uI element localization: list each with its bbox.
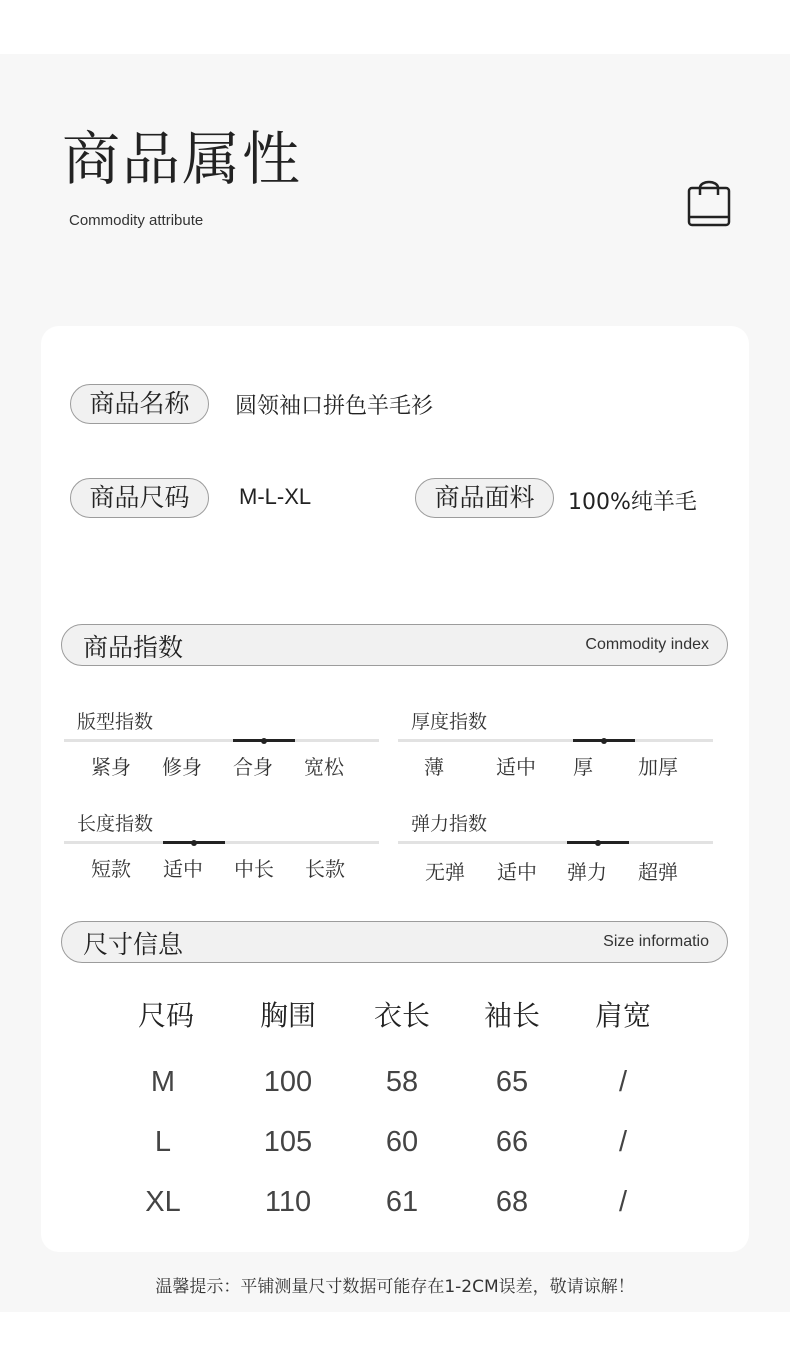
index-option: 长款 — [305, 857, 345, 881]
fabric-value: 100%纯羊毛 — [568, 490, 697, 515]
index-section-title: 商品指数 — [83, 633, 184, 662]
index-group-title: 厚度指数 — [411, 711, 488, 733]
index-option: 加厚 — [638, 755, 678, 779]
fabric-label-pill: 商品面料 — [415, 478, 554, 518]
size-column-header: 胸围 — [259, 999, 316, 1032]
index-option: 修身 — [162, 755, 202, 779]
size-table-cell: 100 — [263, 1066, 313, 1098]
index-option: 超弹 — [638, 860, 678, 884]
size-table-cell: XL — [145, 1186, 181, 1218]
size-table-cell: 66 — [495, 1126, 529, 1158]
size-value: M-L-XL — [239, 484, 312, 509]
size-table-cell: / — [618, 1186, 628, 1218]
page-subtitle: Commodity attribute — [69, 212, 204, 229]
size-column-header: 尺码 — [137, 999, 194, 1032]
index-option: 适中 — [163, 857, 203, 881]
index-active-dot — [261, 738, 267, 744]
size-column-header: 袖长 — [483, 999, 540, 1032]
index-option: 短款 — [91, 857, 131, 881]
size-table-cell: 105 — [263, 1126, 313, 1158]
index-option: 中长 — [234, 857, 274, 881]
index-option: 紧身 — [91, 755, 131, 779]
shopping-bag-icon — [686, 176, 732, 228]
index-section-header — [61, 624, 728, 666]
index-scale-line — [398, 841, 713, 844]
size-column-header: 肩宽 — [594, 999, 651, 1032]
attribute-card — [41, 326, 749, 1252]
index-group-title: 版型指数 — [77, 711, 154, 733]
size-section-title-en: Size informatio — [603, 933, 709, 950]
size-section-header — [61, 921, 728, 963]
size-table-cell: 58 — [385, 1066, 419, 1098]
index-option: 薄 — [424, 755, 444, 779]
size-table-cell: / — [618, 1126, 628, 1158]
size-table-cell: 61 — [385, 1186, 419, 1218]
size-table-cell: / — [618, 1066, 628, 1098]
size-section-title: 尺寸信息 — [83, 930, 184, 959]
size-table-cell: 65 — [495, 1066, 529, 1098]
index-scale-line — [64, 739, 379, 742]
size-table-cell: M — [150, 1066, 176, 1098]
size-table-cell: 60 — [385, 1126, 419, 1158]
name-value: 圆领袖口拼色羊毛衫 — [235, 394, 434, 419]
index-option: 适中 — [497, 860, 537, 884]
size-table-cell: 68 — [495, 1186, 529, 1218]
index-active-dot — [191, 840, 197, 846]
size-table-cell: L — [154, 1126, 172, 1158]
index-option: 合身 — [233, 755, 273, 779]
footer-note: 温馨提示：平铺测量尺寸数据可能存在1-2CM误差，敬请谅解！ — [155, 1277, 635, 1297]
index-option: 厚 — [573, 755, 593, 779]
index-scale-line — [398, 739, 713, 742]
index-option: 无弹 — [425, 860, 465, 884]
size-column-header: 衣长 — [373, 999, 430, 1032]
index-option: 宽松 — [304, 755, 344, 779]
index-active-dot — [601, 738, 607, 744]
index-section-title-en: Commodity index — [585, 636, 709, 653]
index-option: 弹力 — [567, 860, 607, 884]
size-table-cell: 110 — [264, 1186, 312, 1218]
index-option: 适中 — [496, 755, 536, 779]
index-active-dot — [595, 840, 601, 846]
index-group-title: 长度指数 — [77, 813, 154, 835]
name-label-pill: 商品名称 — [70, 384, 209, 424]
page-title: 商品属性 — [62, 125, 303, 193]
size-label-pill: 商品尺码 — [70, 478, 209, 518]
index-group-title: 弹力指数 — [411, 813, 488, 835]
